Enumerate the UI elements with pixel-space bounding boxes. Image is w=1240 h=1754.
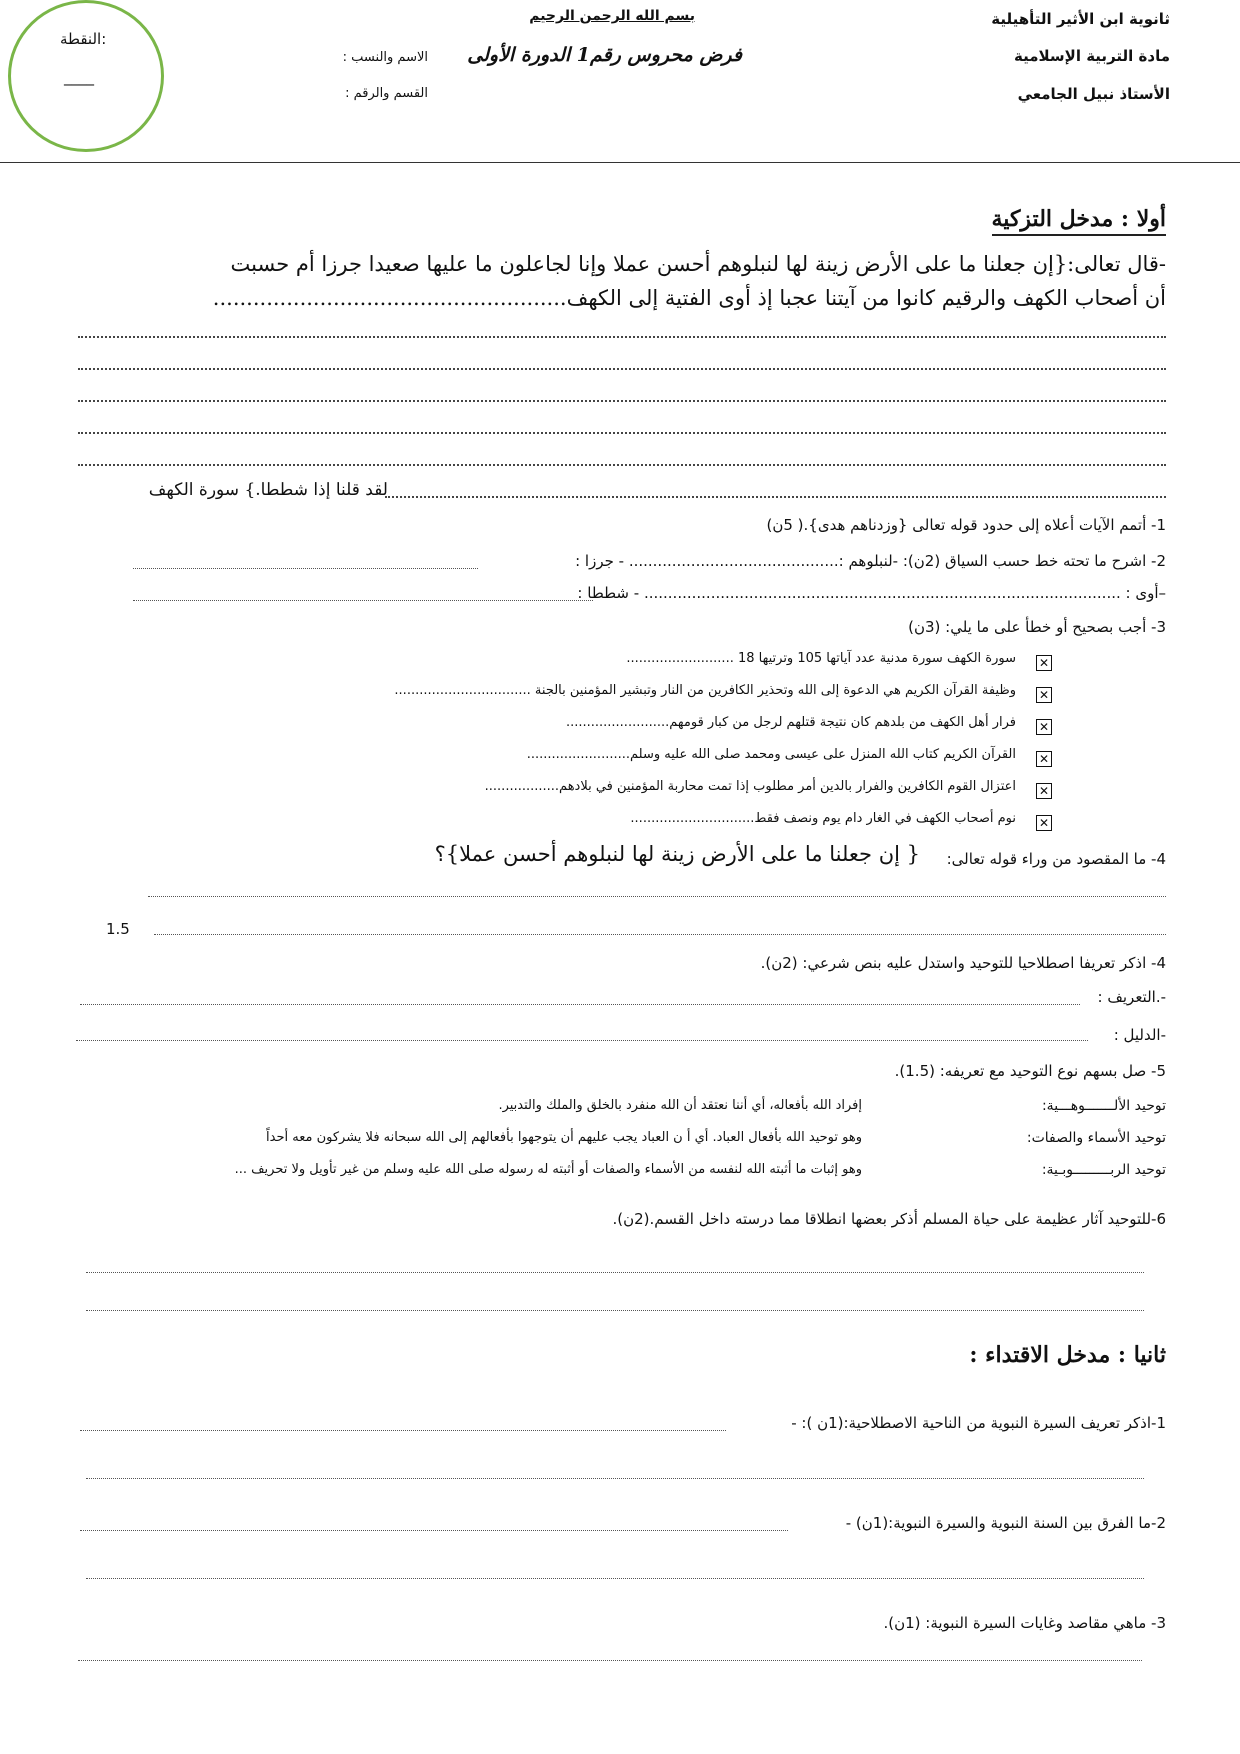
question-6: 5- صل بسهم نوع التوحيد مع تعريفه: (1.5). [894, 1062, 1166, 1080]
statement-checkbox[interactable]: ✕ [1036, 748, 1052, 767]
question-4-prefix: 4- ما المقصود من وراء قوله تعالى: [946, 850, 1166, 868]
answer-line[interactable] [86, 1310, 1144, 1311]
school-name: ثانوية ابن الأثير التأهيلية [991, 10, 1170, 28]
answer-line[interactable] [385, 496, 1166, 498]
answer-jurza[interactable] [133, 568, 478, 569]
verse-line-2: أن أصحاب الكهف والرقيم كانوا من آيتنا عجبا إذ أوى الفتية إلى الكهف..................................................... [212, 286, 1166, 310]
section2-question-2: 2-ما الفرق بين السنة النبوية والسيرة النبوية:(1ن) - [845, 1514, 1166, 1532]
answer-line[interactable] [80, 1530, 788, 1531]
question-4-score: 1.5 [106, 920, 130, 938]
match-left-1[interactable]: توحيد الألـــــــوهـــية: [1041, 1098, 1166, 1114]
statement-2: وظيفة القرآن الكريم هي الدعوة إلى الله وتحذير الكافرين من النار وتبشير المؤمنين بالجنة ................................. [394, 683, 1016, 698]
verse-line-1: -قال تعالى:{إن جعلنا ما على الأرض زينة لها لنبلوهم أحسن عملا وإنا لجاعلون ما عليها صعيدا جرزا أم حسبت [230, 252, 1166, 276]
teacher-name: الأستاذ نبيل الجامعي [1017, 85, 1170, 103]
answer-line[interactable] [148, 896, 1166, 897]
section2-question-1: 1-اذكر تعريف السيرة النبوية من الناحية الاصطلاحية:(1ن ): - [791, 1414, 1166, 1432]
match-right-2[interactable]: وهو توحيد الله بأفعال العباد. أي أ ن العباد يجب عليهم أن يتوجهوا بأفعالهم إلى الله سبحانه فلا يشركون معه أحداً [266, 1130, 862, 1145]
basmala: بسم الله الرحمن الرحيم [529, 8, 695, 24]
question-5: 4- اذكر تعريفا اصطلاحيا للتوحيد واستدل عليه بنص شرعي: (2ن). [760, 954, 1166, 972]
match-right-1[interactable]: إفراد الله بأفعاله، أي أننا نعتقد أن الله منفرد بالخلق والملك والتدبير. [498, 1098, 862, 1113]
match-right-3[interactable]: وهو إثبات ما أثبته الله لنفسه من الأسماء والصفات أو أثبته له رسوله صلى الله عليه وسلم من غير تأويل ولا تحريف ... [234, 1162, 862, 1177]
statement-6: نوم أصحاب الكهف في الغار دام يوم ونصف فقط.............................. [630, 811, 1016, 826]
question-1: 1- أتمم الآيات أعلاه إلى حدود قوله تعالى {وزدناهم هدى}.( 5ن) [766, 516, 1166, 534]
answer-line[interactable] [78, 400, 1166, 402]
definition-answer[interactable] [80, 1004, 1080, 1005]
answer-line[interactable] [86, 1578, 1144, 1579]
score-label: النقطة: [60, 30, 107, 48]
statement-5: اعتزال القوم الكافرين والفرار بالدين أمر مطلوب إذا تمت محاربة المؤمنين في بلادهم.................. [484, 779, 1016, 794]
answer-line[interactable] [80, 1430, 726, 1431]
match-left-2[interactable]: توحيد الأسماء والصفات: [1026, 1130, 1166, 1146]
section1-title: أولا : مدخل التزكية [992, 206, 1166, 236]
statement-3: فرار أهل الكهف من بلدهم كان نتيجة قتلهم لرجل من كبار قومهم......................... [565, 715, 1016, 730]
answer-shatata[interactable] [133, 600, 593, 601]
exam-title: فرض محروس رقم1 الدورة الأولى [467, 44, 742, 66]
question-4-verse: { إن جعلنا ما على الأرض زينة لها لنبلوهم أحسن عملا}؟ [434, 842, 920, 866]
verse-end: لقد قلنا إذا شططا.} سورة الكهف [148, 480, 388, 500]
question-2-line-2: –أوى : .................................................................................................... - شططا : [577, 584, 1166, 602]
score-value: ____ [64, 68, 94, 86]
statement-checkbox[interactable]: ✕ [1036, 812, 1052, 831]
section2-title: ثانيا : مدخل الاقتداء : [969, 1342, 1166, 1368]
answer-line[interactable] [154, 934, 1166, 935]
statement-checkbox[interactable]: ✕ [1036, 780, 1052, 799]
answer-line[interactable] [86, 1272, 1144, 1273]
statement-4: القرآن الكريم كتاب الله المنزل على عيسى ومحمد صلى الله عليه وسلم......................... [526, 747, 1016, 762]
statement-1: سورة الكهف سورة مدنية عدد آياتها 105 وترتيها 18 .......................... [626, 651, 1016, 666]
question-3: 3- أجب بصحيح أو خطأ على ما يلي: (3ن) [908, 618, 1166, 636]
name-field-label: الاسم والنسب : [342, 50, 428, 65]
question-7: 6-للتوحيد آثار عظيمة على حياة المسلم أذكر بعضها انطلاقا مما درسته داخل القسم.(2ن). [612, 1210, 1166, 1228]
statement-checkbox[interactable]: ✕ [1036, 652, 1052, 671]
proof-answer[interactable] [76, 1040, 1088, 1041]
subject-name: مادة التربية الإسلامية [1014, 47, 1170, 65]
answer-line[interactable] [78, 368, 1166, 370]
answer-line[interactable] [78, 432, 1166, 434]
answer-line[interactable] [86, 1478, 1144, 1479]
answer-line[interactable] [78, 336, 1166, 338]
match-left-3[interactable]: توحيد الربـــــــــوبـية: [1041, 1162, 1166, 1178]
question-2-line-1: 2- اشرح ما تحته خط حسب السياق (2ن): -لنبلوهم :............................................ - جرزا : [575, 552, 1166, 570]
section2-question-3: 3- ماهي مقاصد وغايات السيرة النبوية: (1ن). [883, 1614, 1166, 1632]
statement-checkbox[interactable]: ✕ [1036, 716, 1052, 735]
header-divider [0, 162, 1240, 163]
statement-checkbox[interactable]: ✕ [1036, 684, 1052, 703]
answer-line[interactable] [78, 1660, 1142, 1661]
definition-label: -.التعريف : [1097, 988, 1166, 1006]
answer-line[interactable] [78, 464, 1166, 466]
class-field-label: القسم والرقم : [345, 86, 428, 101]
proof-label: -الدليل : [1113, 1026, 1166, 1044]
